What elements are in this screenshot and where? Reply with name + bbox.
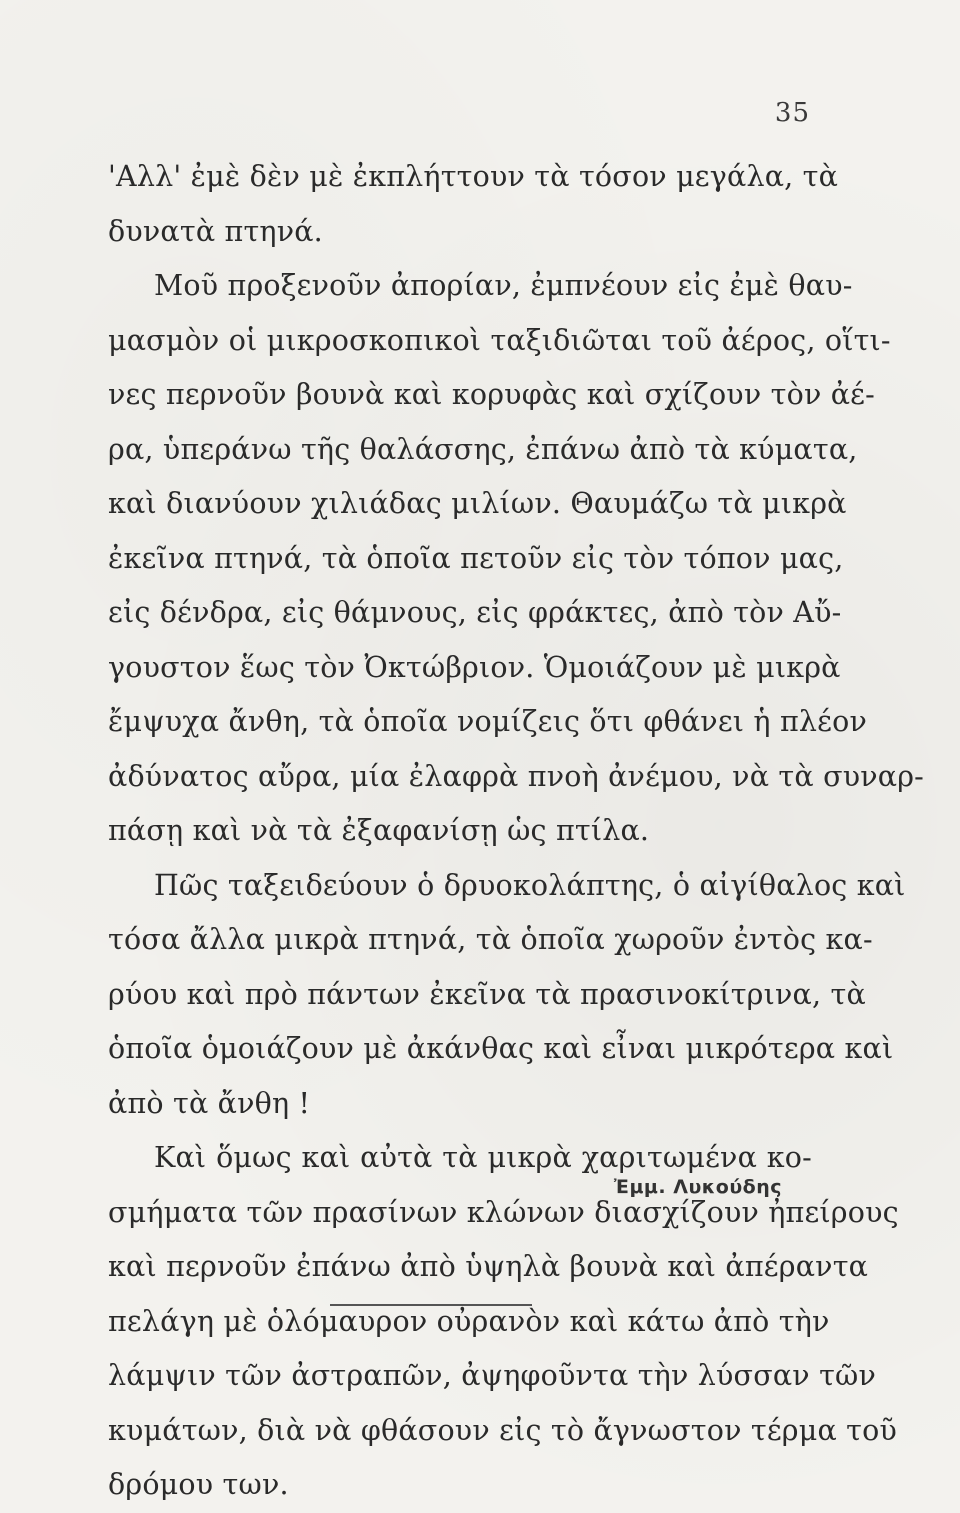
text-line: ἀδύνατος αὔρα, μία ἐλαφρὰ πνοὴ ἀνέμου, νὰ τὰ συναρ- <box>108 759 925 793</box>
text-line: κυμάτων, διὰ νὰ φθάσουν εἰς τὸ ἄγνωστον τέρμα τοῦ <box>108 1413 898 1447</box>
text-line: ρύου καὶ πρὸ πάντων ἐκεῖνα τὰ πρασινοκίτρινα, τὰ <box>108 977 866 1011</box>
text-line: εἰς δένδρα, εἰς θάμνους, εἰς φράκτες, ἀπὸ τὸν Αὔ- <box>108 596 842 629</box>
text-line: ἐκεῖνα πτηνά, τὰ ὁποῖα πετοῦν εἰς τὸν τόπον μας, <box>108 541 844 575</box>
page-number: 35 <box>774 98 810 128</box>
text-line: Πῶς ταξειδεύουν ὁ δρυοκολάπτης, ὁ αἰγίθαλος καὶ <box>154 868 906 902</box>
text-line: τόσα ἄλλα μικρὰ πτηνά, τὰ ὁποῖα χωροῦν ἐντὸς κα- <box>108 923 873 956</box>
body-text <box>108 150 925 1513</box>
text-line: δρόμου των. <box>108 1468 289 1501</box>
text-line: ἀπὸ τὰ ἄνθη ! <box>108 1086 311 1120</box>
text-line: μασμὸν οἱ μικροσκοπικοὶ ταξιδιῶται τοῦ ἀέρος, οἵτι- <box>108 323 891 357</box>
author-signature: Ἐμμ. Λυκούδης <box>613 1176 782 1198</box>
text-line: καὶ διανύουν χιλιάδας μιλίων. Θαυμάζω τὰ μικρὰ <box>108 487 847 520</box>
text-line: καὶ περνοῦν ἐπάνω ἀπὸ ὑψηλὰ βουνὰ καὶ ἀπέραντα <box>108 1250 869 1283</box>
text-line: πελάγη μὲ ὁλόμαυρον οὐρανὸν καὶ κάτω ἀπὸ τὴν <box>108 1304 830 1338</box>
section-divider <box>330 1304 532 1306</box>
text-line: λάμψιν τῶν ἀστραπῶν, ἀψηφοῦντα τὴν λύσσαν τῶν <box>108 1359 877 1392</box>
text-line: Καὶ ὅμως καὶ αὐτὰ τὰ μικρὰ χαριτωμένα κο- <box>154 1141 812 1174</box>
text-line: 'Αλλ' ἐμὲ δὲν μὲ ἐκπλήττουν τὰ τόσον μεγάλα, τὰ <box>108 160 839 193</box>
text-line: σμήματα τῶν πρασίνων κλώνων διασχίζουν ἠπείρους <box>108 1195 899 1229</box>
text-line: γουστον ἕως τὸν Ὀκτώβριον. Ὁμοιάζουν μὲ μικρὰ <box>108 650 841 684</box>
text-line: δυνατὰ πτηνά. <box>108 214 323 248</box>
text-line: πάσῃ καὶ νὰ τὰ ἐξαφανίσῃ ὡς πτίλα. <box>108 814 650 847</box>
text-line: ρα, ὑπεράνω τῆς θαλάσσης, ἐπάνω ἀπὸ τὰ κύματα, <box>108 432 858 466</box>
text-line: ἔμψυχα ἄνθη, τὰ ὁποῖα νομίζεις ὅτι φθάνει ἡ πλέον <box>108 705 867 738</box>
text-line: Μοῦ προξενοῦν ἀπορίαν, ἐμπνέουν εἰς ἐμὲ θαυ- <box>154 269 853 302</box>
text-line: νες περνοῦν βουνὰ καὶ κορυφὰς καὶ σχίζουν τὸν ἀέ- <box>108 378 875 411</box>
text-line: ὁποῖα ὁμοιάζουν μὲ ἀκάνθας καὶ εἶναι μικρότερα καὶ <box>108 1032 894 1065</box>
